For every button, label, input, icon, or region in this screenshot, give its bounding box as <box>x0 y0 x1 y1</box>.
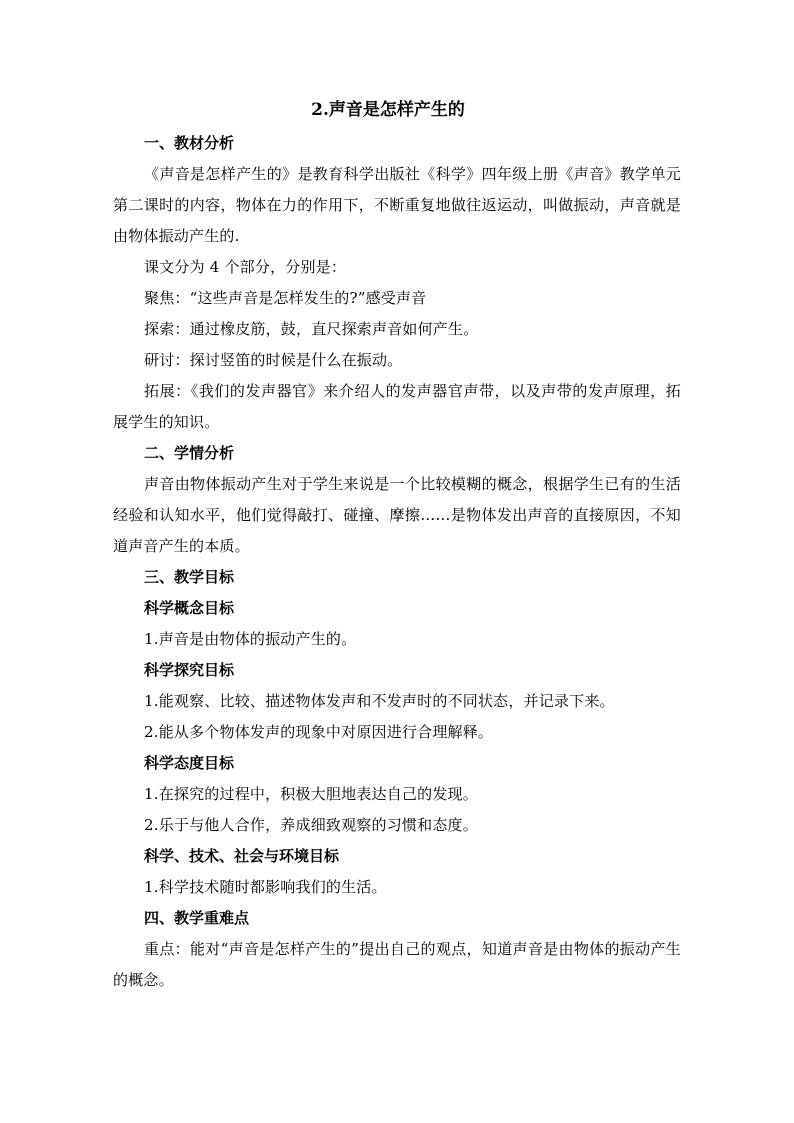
paragraph: 研讨：探讨竖笛的时候是什么在振动。 <box>144 351 403 369</box>
section-heading-textbook-analysis: 一、教材分析 <box>144 134 235 152</box>
section-heading-teaching-goals: 三、教学目标 <box>144 568 235 586</box>
section-heading-learner-analysis: 二、学情分析 <box>144 444 235 462</box>
document-page <box>113 95 681 996</box>
paragraph: 声音由物体振动产生对于学生来说是一个比较模糊的概念，根据学生已有的生活经验和认知水平，他们觉得敲打、碰撞、摩擦……是物体发出声音的直接原因，不知道声音产生的本质。 <box>113 475 681 555</box>
subheading-sts-goals: 科学、技术、社会与环境目标 <box>144 847 340 865</box>
subheading-concept-goals: 科学概念目标 <box>144 599 235 617</box>
paragraph: 《声音是怎样产生的》是教育科学出版社《科学》四年级上册《声音》教学单元第二课时的内容，物体在力的作用下，不断重复地做往返运动，叫做振动，声音就是由物体振动产生的. <box>113 165 681 245</box>
list-item: 2.乐于与他人合作，养成细致观察的习惯和态度。 <box>144 816 478 834</box>
subheading-inquiry-goals: 科学探究目标 <box>144 661 235 679</box>
list-item: 1.在探究的过程中，积极大胆地表达自己的发现。 <box>144 785 478 803</box>
paragraph: 重点：能对“声音是怎样产生的”提出自己的观点，知道声音是由物体的振动产生的概念。 <box>113 940 681 989</box>
section-heading-key-difficulties: 四、教学重难点 <box>144 909 250 927</box>
list-item: 2.能从多个物体发声的现象中对原因进行合理解释。 <box>144 723 494 741</box>
paragraph: 聚焦：“这些声音是怎样发生的?”感受声音 <box>144 289 427 307</box>
paragraph: 探索：通过橡皮筋，鼓，直尺探索声音如何产生。 <box>144 320 479 338</box>
list-item: 1.声音是由物体的振动产生的。 <box>144 630 357 648</box>
paragraph: 课文分为 4 个部分，分别是： <box>144 258 347 276</box>
document-title: 2.声音是怎样产生的 <box>311 100 465 120</box>
paragraph: 拓展：《我们的发声器官》来介绍人的发声器官声带，以及声带的发声原理，拓展学生的知识。 <box>113 382 681 431</box>
list-item: 1.能观察、比较、描述物体发声和不发声时的不同状态，并记录下来。 <box>144 692 615 710</box>
list-item: 1.科学技术随时都影响我们的生活。 <box>144 878 387 896</box>
subheading-attitude-goals: 科学态度目标 <box>144 754 235 772</box>
